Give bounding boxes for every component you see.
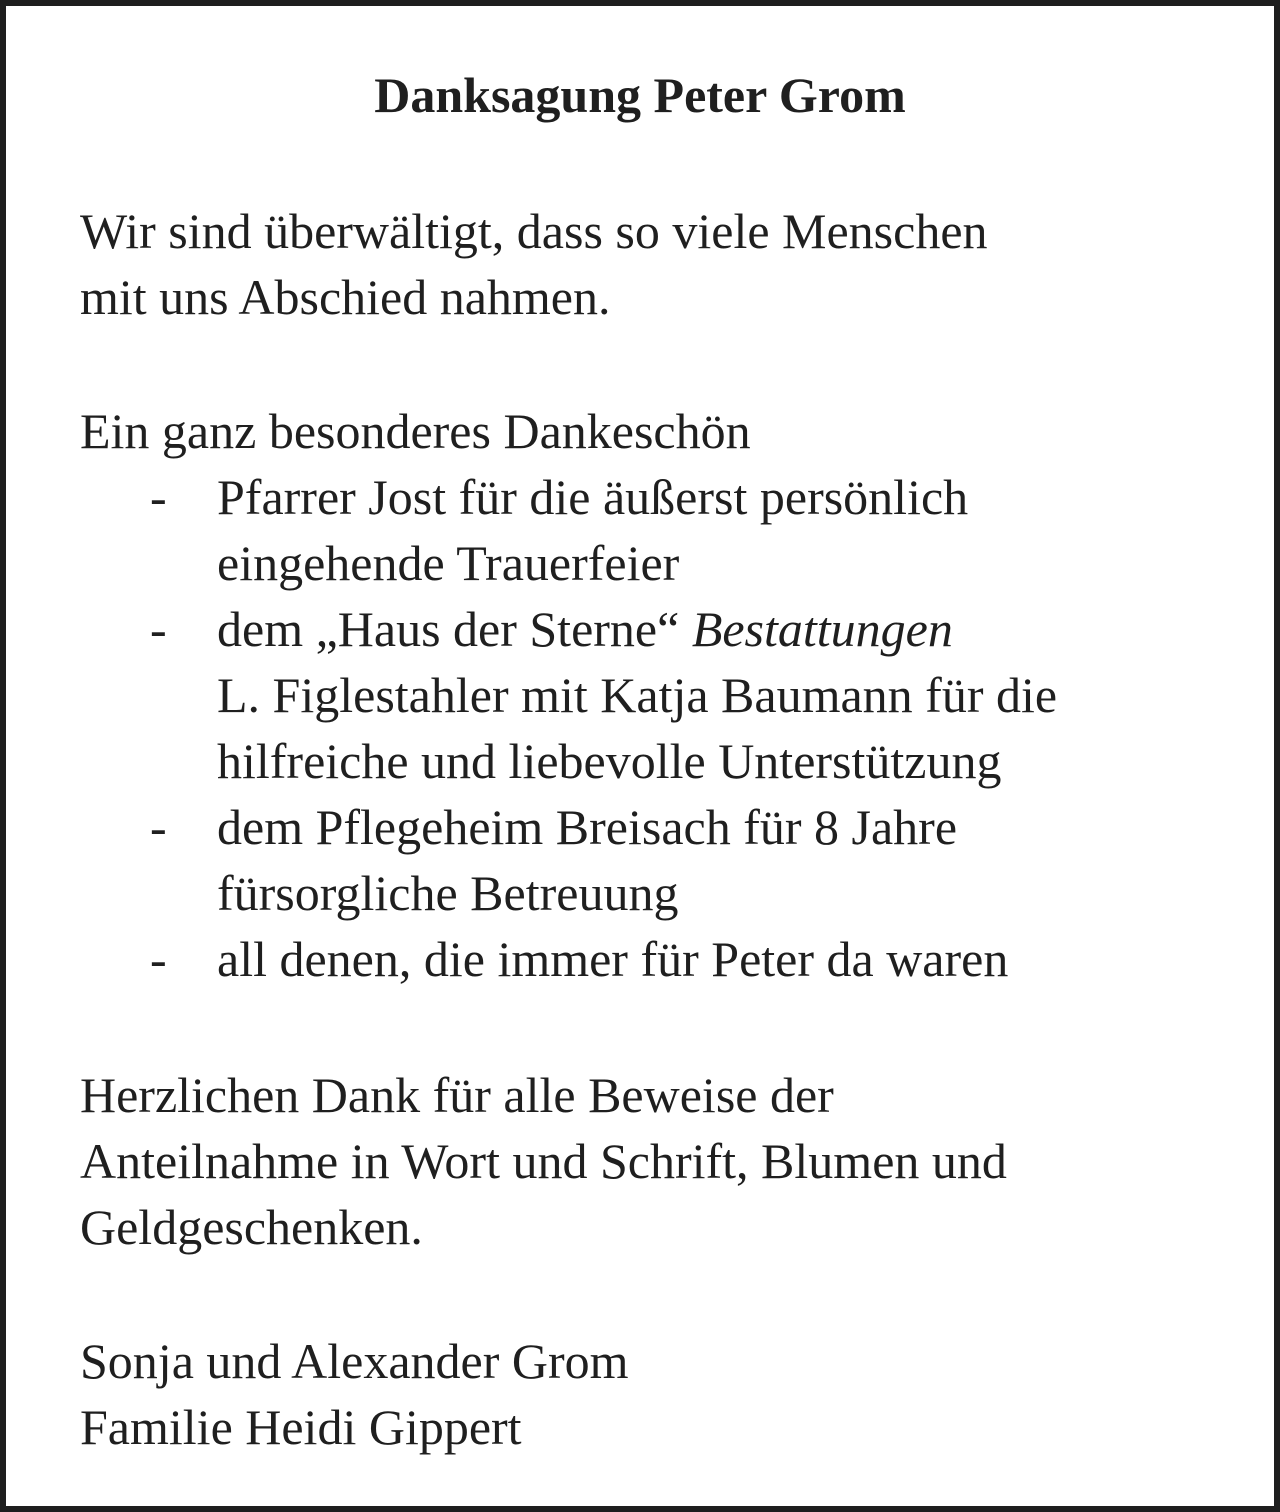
closing-line: Geldgeschenken. [80,1199,423,1255]
list-item-line: fürsorgliche Betreuung [217,865,679,921]
intro-paragraph [80,198,988,330]
thanks-list-item [80,464,1057,596]
thanks-heading: Ein ganz besonderes Dankeschön [80,403,751,459]
list-dash: - [150,469,167,525]
list-dash: - [150,931,167,987]
intro-line: Wir sind überwältigt, dass so viele Menschen [80,203,988,259]
signature-block [80,1328,629,1460]
thanks-list [80,464,1057,992]
thanks-list-item [80,596,1057,794]
signature-line: Familie Heidi Gippert [80,1399,522,1455]
thanks-list-item [80,794,1057,926]
closing-paragraph [80,1062,1007,1260]
list-item-italic-text: Bestattungen [691,601,953,657]
intro-line: mit uns Abschied nahmen. [80,269,611,325]
list-item-line: Pfarrer Jost für die äußerst persönlich [217,469,969,525]
list-dash: - [150,601,167,657]
list-item-line [217,596,1057,662]
list-item-line: dem Pflegeheim Breisach für 8 Jahre [217,799,958,855]
list-item-line: all denen, die immer für Peter da waren [217,931,1009,987]
closing-line: Anteilnahme in Wort und Schrift, Blumen und [80,1133,1007,1189]
list-dash: - [150,799,167,855]
notice-title: Danksagung Peter Grom [374,67,906,123]
list-item-line: L. Figlestahler mit Katja Baumann für die [217,667,1058,723]
closing-line: Herzlichen Dank für alle Beweise der [80,1067,834,1123]
thanks-list-item [80,926,1057,992]
list-item-line: hilfreiche und liebevolle Unterstützung [217,733,1002,789]
list-item-line: eingehende Trauerfeier [217,535,680,591]
signature-line: Sonja und Alexander Grom [80,1333,629,1389]
list-item-text: dem „Haus der Sterne“ [217,601,692,657]
